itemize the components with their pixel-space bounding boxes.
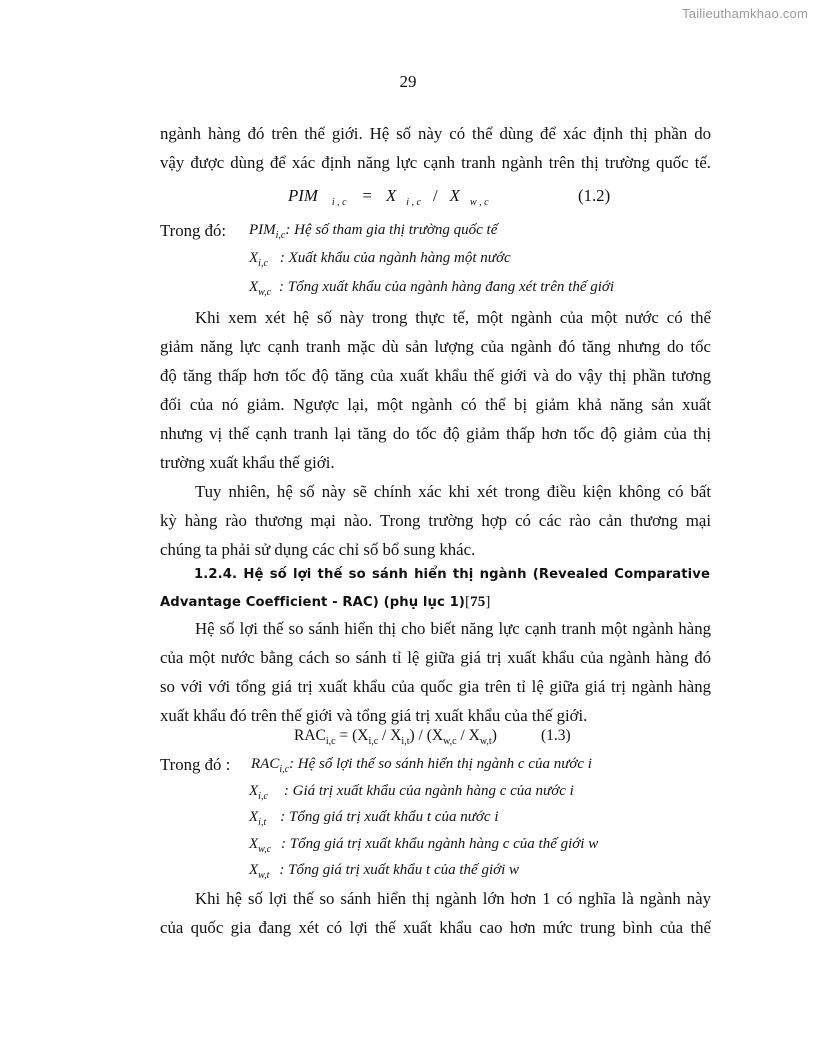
definition-text: : Xuất khẩu của ngành hàng một nước [279,250,511,266]
section-heading-line [160,594,490,611]
body-text-line: Tuy nhiên, hệ số này sẽ chính xác khi xét trong điều kiện không có bất [195,482,711,501]
definition-item [249,783,574,802]
eq-sub: w,c [443,736,457,747]
body-text-line: xuất khẩu đó trên thế giới và tổng giá trị xuất khẩu của thế giới. [160,706,588,725]
body-text-line: kỳ hàng rào thương mại nào. Trong trường hợp có các rào cản thương mại [160,511,711,530]
body-text-line: so với với tổng giá trị xuất khẩu của quốc gia trên tỉ lệ giữa giá trị ngành hàng [160,677,711,696]
watermark: Tailieuthamkhao.com [682,6,808,21]
equation-1-3 [294,727,497,747]
body-text-line: của quốc gia đang xét có lợi thế xuất khẩu cao hơn mức trung bình của thế [160,918,711,937]
definition-text: : Giá trị xuất khẩu của ngành hàng c của nước i [283,783,574,799]
citation-number: 75 [470,594,486,610]
body-text-line: nhưng vị thế cạnh tranh lại tăng do tốc độ giảm thấp hơn tốc độ giảm của thị [160,424,711,443]
symbol: X [249,250,259,266]
citation-open: [ [465,594,471,610]
symbol-sub: i,t [258,817,267,828]
symbol: X [249,783,259,799]
eq-part: / X [378,727,402,744]
body-text-line: Khi xem xét hệ số này trong thực tế, một ngành của một nước có thể [195,308,711,327]
body-text-line: đối của nó giảm. Ngược lại, một ngành có thể bị giảm khả năng sản xuất [160,395,711,414]
definition-item [249,279,614,298]
definition-text: : Tổng xuất khẩu của ngành hàng đang xét trên thế giới [279,279,615,295]
equation-number: (1.3) [541,727,571,744]
symbol: X [249,836,259,852]
body-text-line: của một nước bằng cách so sánh tỉ lệ giữa giá trị xuất khẩu của ngành hàng đó [160,648,711,667]
definition-item [249,250,511,269]
eq-part: = (X [335,727,369,744]
eq-sub: w,t [479,736,492,747]
definition-text: : Tổng giá trị xuất khẩu ngành hàng c của thế giới w [281,836,599,852]
eq-rac: RAC [294,727,326,744]
heading-text: Advantage Coefficient - RAC) (phụ lục 1) [160,595,466,610]
eq-pim: PIM [288,186,318,205]
body-text-line: trường xuất khẩu thế giới. [160,453,335,472]
body-text-line: ngành hàng đó trên thế giới. Hệ số này có thể dùng để xác định thị phần do [160,124,711,143]
symbol: PIM [249,222,276,238]
citation-close: ] [485,594,491,610]
equation-1-2 [288,186,489,208]
body-text-line: độ tăng thấp hơn tốc độ tăng của xuất khẩu thế giới và do vậy thị phần tương [160,366,711,385]
definition-item [249,809,498,828]
definition-item [251,756,592,775]
page-number: 29 [399,72,417,91]
symbol: X [249,279,259,295]
eq-x: X [386,186,397,205]
eq-sub: w , c [469,197,489,208]
eq-sub: i , c [406,197,421,208]
equation-number: (1.2) [578,186,611,205]
definition-text: : Tổng giá trị xuất khẩu t của nước i [280,809,499,825]
symbol-sub: i,c [275,230,286,241]
eq-sub: i,t [401,736,410,747]
symbol: RAC [251,756,280,772]
where-label: Trong đó: [160,221,227,240]
eq-sub: i,c [325,736,336,747]
body-text-line: chúng ta phải sử dụng các chỉ số bổ sung khác. [160,540,476,559]
symbol-sub: w,t [258,870,270,881]
eq-part: / X [456,727,480,744]
symbol-sub: i,c [258,258,268,269]
eq-sub: i,c [368,736,379,747]
definition-item [249,222,497,241]
body-text-line: vậy được dùng để xác định năng lực cạnh tranh ngành trên thị trường quốc tế. [160,153,711,172]
symbol-sub: w,c [258,844,272,855]
symbol: X [249,862,259,878]
eq-equals: = [362,186,373,205]
definition-text: : Hệ số lợi thế so sánh hiển thị ngành c của nước i [289,756,592,772]
definition-text: : Tổng giá trị xuất khẩu t của thế giới w [279,862,520,878]
eq-slash: / [433,186,438,205]
definition-text: : Hệ số tham gia thị trường quốc tế [285,222,498,238]
eq-sub: i , c [331,197,347,208]
where-label: Trong đó : [160,755,231,774]
symbol-sub: i,c [279,764,290,775]
symbol-sub: i,c [258,791,268,802]
body-text-line: Hệ số lợi thế so sánh hiển thị cho biết năng lực cạnh tranh một ngành hàng [195,619,711,638]
definition-item [249,862,519,881]
eq-part: ) / (X [409,727,444,744]
symbol-sub: w,c [258,287,272,298]
section-heading-line: 1.2.4. Hệ số lợi thế so sánh hiển thị ngành (Revealed Comparative [194,567,710,582]
body-text-line: giảm năng lực cạnh tranh mặc dù sản lượng của ngành đó tăng nhưng do tốc [160,337,711,356]
eq-x: X [449,186,460,205]
eq-part: ) [491,727,497,744]
definition-item [249,836,598,855]
symbol: X [249,809,259,825]
body-text-line: Khi hệ số lợi thế so sánh hiển thị ngành lớn hơn 1 có nghĩa là ngành này [195,889,711,908]
